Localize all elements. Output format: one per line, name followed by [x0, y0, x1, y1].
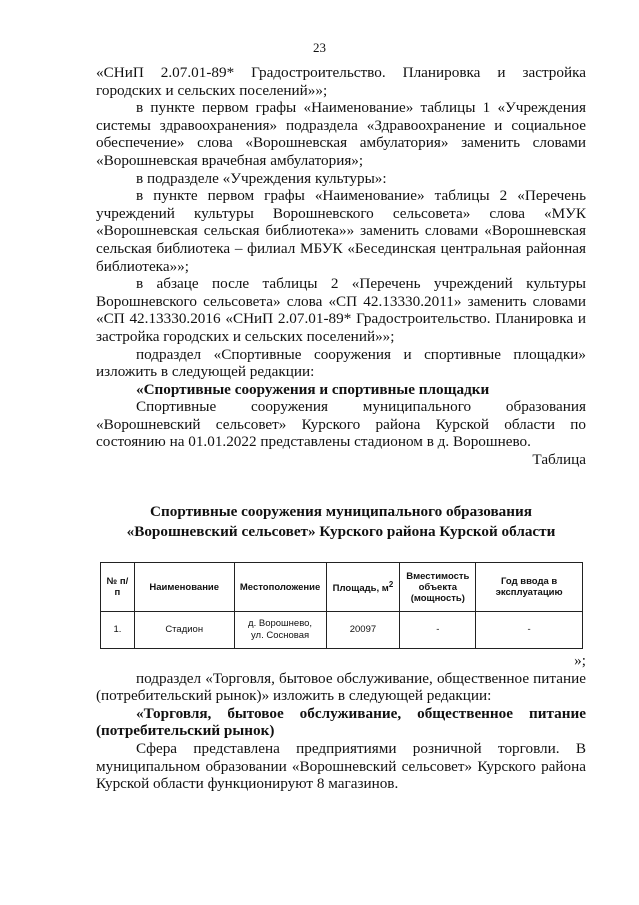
table-title: [96, 502, 586, 541]
table-header-row: [101, 563, 583, 612]
cell-num: 1.: [101, 612, 135, 649]
header-area-text: Площадь, м: [332, 583, 389, 595]
cell-location: [234, 612, 326, 649]
cell-location-line: ул. Сосновая: [250, 630, 310, 641]
paragraph: подраздел «Торговля, бытовое обслуживание, общественное питание (потребительский рынок)» изложить в следующей редакции:: [96, 669, 586, 705]
section-heading: «Торговля, бытовое обслуживание, общественное питание (потребительский рынок): [96, 704, 586, 740]
header-name: Наименование: [134, 563, 234, 612]
paragraph: в подразделе «Учреждения культуры»:: [136, 169, 387, 187]
table-row: [101, 612, 583, 649]
table-label: Таблица: [532, 451, 586, 469]
header-year: Год ввода в эксплуатацию: [476, 563, 583, 612]
cell-name: Стадион: [134, 612, 234, 649]
sports-facilities-table: [100, 562, 583, 649]
paragraph: в пункте первом графы «Наименование» таблицы 2 «Перечень учреждений культуры Ворошневского сельсовета» слова «МУК «Ворошневская сельская библиотека»» заменить словами «Ворошневская сельская библиотека – филиал МБУК «Бесединская центральная районная библиотека»»;: [96, 187, 586, 275]
table-title-line: «Ворошневский сельсовет» Курского района Курской области: [126, 522, 556, 540]
paragraph: «СНиП 2.07.01-89* Градостроительство. Планировка и застройка городских и сельских поселений»»;: [96, 64, 586, 99]
paragraph: в абзаце после таблицы 2 «Перечень учреждений культуры Ворошневского сельсовета» слова «СП 42.13330.2011» заменить словами «СП 42.13330.2016 «СНиП 2.07.01-89* Градостроительство. Планировка и застройка городских и сельских поселений»»;: [96, 275, 586, 345]
header-num: № п/п: [101, 563, 135, 612]
cell-capacity: -: [400, 612, 476, 649]
header-location: Местоположение: [234, 563, 326, 612]
paragraph: подраздел «Спортивные сооружения и спортивные площадки» изложить в следующей редакции:: [96, 345, 586, 381]
body-text-top: [96, 64, 586, 469]
section-heading: «Спортивные сооружения и спортивные площадки: [136, 380, 490, 398]
header-area-sup: 2: [388, 580, 394, 590]
cell-area: 20097: [326, 612, 400, 649]
table-title-line: Спортивные сооружения муниципального образования: [150, 503, 532, 520]
paragraph: в пункте первом графы «Наименование» таблицы 1 «Учреждения системы здравоохранения» подраздела «Здравоохранение и социальное обеспечение» слова «Ворошневская амбулатория» заменить словами «Ворошневская врачебная амбулатория»;: [96, 99, 586, 169]
header-capacity: Вместимость объекта (мощность): [400, 563, 476, 612]
paragraph: Сфера представлена предприятиями розничной торговли. В муниципальном образовании «Ворошневский сельсовет» Курского района Курской области функционируют 8 магазинов.: [96, 739, 586, 793]
cell-year: -: [476, 612, 583, 649]
cell-location-line: д. Ворошнево,: [248, 618, 313, 629]
body-text-bottom: [96, 652, 586, 793]
closing-quote: »;: [574, 652, 586, 669]
header-area: [326, 563, 400, 612]
paragraph: Спортивные сооружения муниципального образования «Ворошневский сельсовет» Курского района Курской области по состоянию на 01.01.2022 представлены стадионом в д. Ворошнево.: [96, 398, 586, 451]
page-number: 23: [313, 40, 326, 55]
